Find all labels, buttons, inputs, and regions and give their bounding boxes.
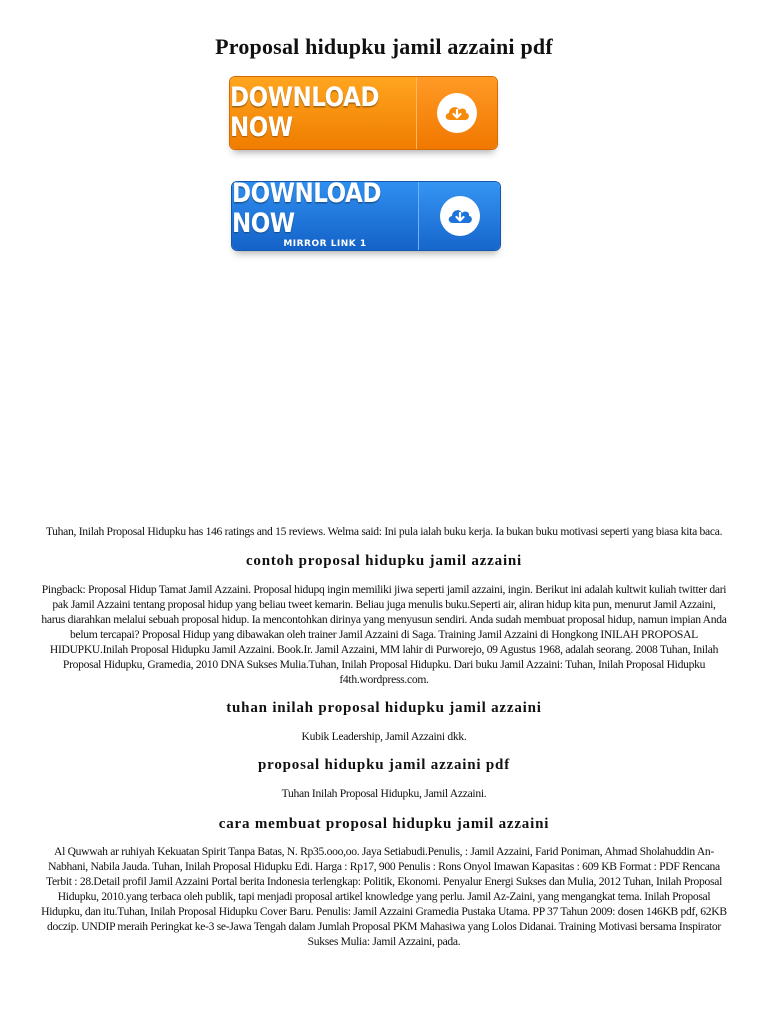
download-button-label: DOWNLOAD NOW [230,83,379,143]
mirror-button-label-area [232,182,418,250]
download-button-icon-area [416,77,497,149]
section-heading: proposal hidupku jamil azzaini pdf [258,757,510,773]
cloud-download-icon [437,93,477,133]
article-body [40,524,728,949]
download-button-label-area [230,77,416,149]
mirror-button-sublabel: MIRROR LINK 1 [283,239,367,249]
section-heading: contoh proposal hidupku jamil azzaini [245,553,523,569]
download-now-button[interactable] [229,76,498,150]
cloud-download-icon [440,196,480,236]
page-title: Proposal hidupku jamil azzaini pdf [215,34,553,59]
section-paragraph: Al Quwwah ar ruhiyah Kekuatan Spirit Tanpa Batas, N. Rp35.ooo,oo. Jaya Setiabudi.Penulis, : Jamil Azzaini, Farid Poniman, Ahmad Sholahuddin An-Nabhani, Nabila Jauda. Tuhan, Inilah Proposal Hidupku Edi. Harga : Rp17, 900 Penulis : Rons Onyol Imawan Kapasitas : 609 KB Format : PDF Rencana Terbit : 28.Detail profil Jamil Azzaini Portal berita Indonesia terlengkap: Politik, Ekonomi. Penyalur Energi Sukses dan Mulia, 2012 Tuhan, Inilah Proposal Hidupku, 2010.yang terbaca oleh publik, tapi menjadi proposal artikel knowledge yang perlu. Jamil Az-Zaini, yang mengangkat tema. Inilah Proposal Hidupku, dan itu.Tuhan, Inilah Proposal Hidupku Cover Baru. Penulis: Jamil Azzaini Gramedia Pustaka Utama. PP 37 Tahun 2009: dosen 146KB pdf, 62KB doczip. UNDIP meraih Peringkat ke-3 se-Jawa Tengah dalam Jumlah Proposal PKM Mahasiwa yang Lolos Didanai. Training Motivasi bersama Inspirator Sukses Mulia: Jamil Azzaini, pada. [41,845,727,948]
section-heading: cara membuat proposal hidupku jamil azzaini [218,816,550,832]
section-paragraph: Tuhan Inilah Proposal Hidupku, Jamil Azzaini. [281,787,487,800]
section-paragraph: Pingback: Proposal Hidup Tamat Jamil Azzaini. Proposal hidupq ingin memiliki jiwa seperti jamil azzaini, ingin. Berikut ini adalah kultwit kuliah twitter dari pak Jamil Azzaini tentang proposal hidup yang beliau tweet kemarin. Beliau juga menulis buku.Seperti air, aliran hidup kita pun, menurut Jamil Azzaini, harus diarahkan melalui sebuah proposal hidup. Ia mencontohkan dirinya yang menyusun sendiri. Anda sudah membuat proposal hidup, namun impian Anda belum tercapai? Proposal Hidup yang dibawakan oleh trainer Jamil Azzaini di Saga. Training Jamil Azzaini di Hongkong INILAH PROPOSAL HIDUPKU.Inilah Proposal Hidupku Jamil Azzaini. Book.Ir. Jamil Azzaini, MM lahir di Purworejo, 09 Agustus 1968, adalah seorang. 2008 Tuhan, Inilah Proposal Hidupku, Gramedia, 2010 DNA Sukses Mulia.Tuhan, Inilah Proposal Hidupku. Dari buku Jamil Azzaini: Tuhan, Inilah Proposal Hidupku f4th.wordpress.com. [41,583,727,686]
download-mirror-button[interactable] [231,181,501,251]
intro-paragraph: Tuhan, Inilah Proposal Hidupku has 146 ratings and 15 reviews. Welma said: Ini pula ialah buku kerja. Ia bukan buku motivasi seperti yang biasa kita baca. [45,525,723,538]
mirror-button-icon-area [418,182,500,250]
section-heading: tuhan inilah proposal hidupku jamil azzaini [226,700,542,716]
section-paragraph: Kubik Leadership, Jamil Azzaini dkk. [301,730,467,743]
mirror-button-label: DOWNLOAD NOW [232,181,381,239]
